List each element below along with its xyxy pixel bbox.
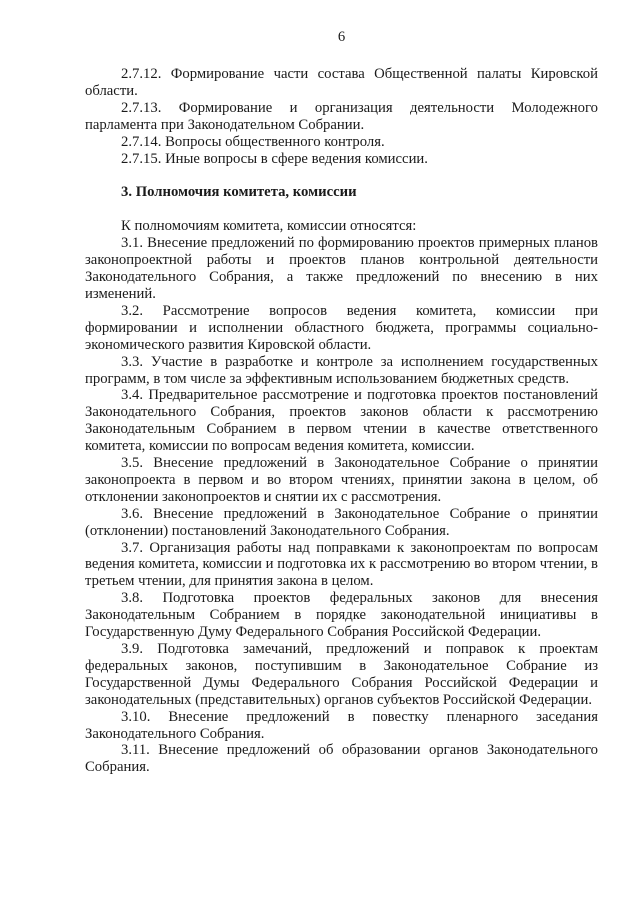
paragraph-3-5: 3.5. Внесение предложений в Законодательное Собрание о принятии законопроекта в первом и во втором чтениях, принятии закона в целом, об отклонении законопроектов и снятии их с рассмотрения. (85, 455, 598, 505)
page-number: 6 (337, 29, 346, 45)
paragraph-3-1: 3.1. Внесение предложений по формированию проектов примерных планов законопроектной работы и проектов планов контрольной деятельности Законодательного Собрания, а также предложений по внесению в них изменений. (85, 235, 598, 302)
paragraph-3-10: 3.10. Внесение предложений в повестку пленарного заседания Законодательного Собрания. (85, 708, 598, 742)
paragraph-2-7-14: 2.7.14. Вопросы общественного контроля. (121, 133, 385, 150)
paragraph-3-3: 3.3. Участие в разработке и контроле за исполнением государственных программ, в том числе за эффективным использованием бюджетных средств. (85, 353, 598, 387)
paragraph-2-7-15: 2.7.15. Иные вопросы в сфере ведения комиссии. (121, 150, 428, 167)
paragraph-3-6: 3.6. Внесение предложений в Законодательное Собрание о принятии (отклонении) постановлений Законодательного Собрания. (85, 505, 598, 539)
paragraph-3-7: 3.7. Организация работы над поправками к законопроектам по вопросам ведения комитета, комиссии и подготовка их к рассмотрению во втором чтении, в третьем чтении, для принятия закона в целом. (85, 539, 598, 590)
paragraph-3-2: 3.2. Рассмотрение вопросов ведения комитета, комиссии при формировании и исполнении областного бюджета, программы социально-экономического развития Кировской области. (85, 302, 598, 353)
section-intro: К полномочиям комитета, комиссии относятся: (121, 218, 417, 235)
section-title: 3. Полномочия комитета, комиссии (121, 184, 357, 201)
paragraph-2-7-13: 2.7.13. Формирование и организация деятельности Молодежного парламента при Законодательном Собрании. (85, 99, 598, 133)
paragraph-3-8: 3.8. Подготовка проектов федеральных законов для внесения Законодательным Собранием в порядке законодательной инициативы в Государственную Думу Федерального Собрания Российской Федерации. (85, 590, 598, 641)
page-body (85, 66, 598, 776)
paragraph-3-4: 3.4. Предварительное рассмотрение и подготовка проектов постановлений Законодательного Собрания, проектов законов области к рассмотрению Законодательным Собранием в первом чтении в качестве ответственного комитета, комиссии по вопросам ведения комитета, комиссии. (85, 387, 598, 455)
paragraph-3-11: 3.11. Внесение предложений об образовании органов Законодательного Собрания. (85, 742, 598, 776)
paragraph-2-7-12: 2.7.12. Формирование части состава Общественной палаты Кировской области. (85, 66, 598, 99)
paragraph-3-9: 3.9. Подготовка замечаний, предложений и поправок к проектам федеральных законов, поступившим в Законодательное Собрание из Государственной Думы Федерального Собрания Российской Федерации и законодательных (представительных) органов субъектов Российской Федерации. (85, 641, 598, 708)
